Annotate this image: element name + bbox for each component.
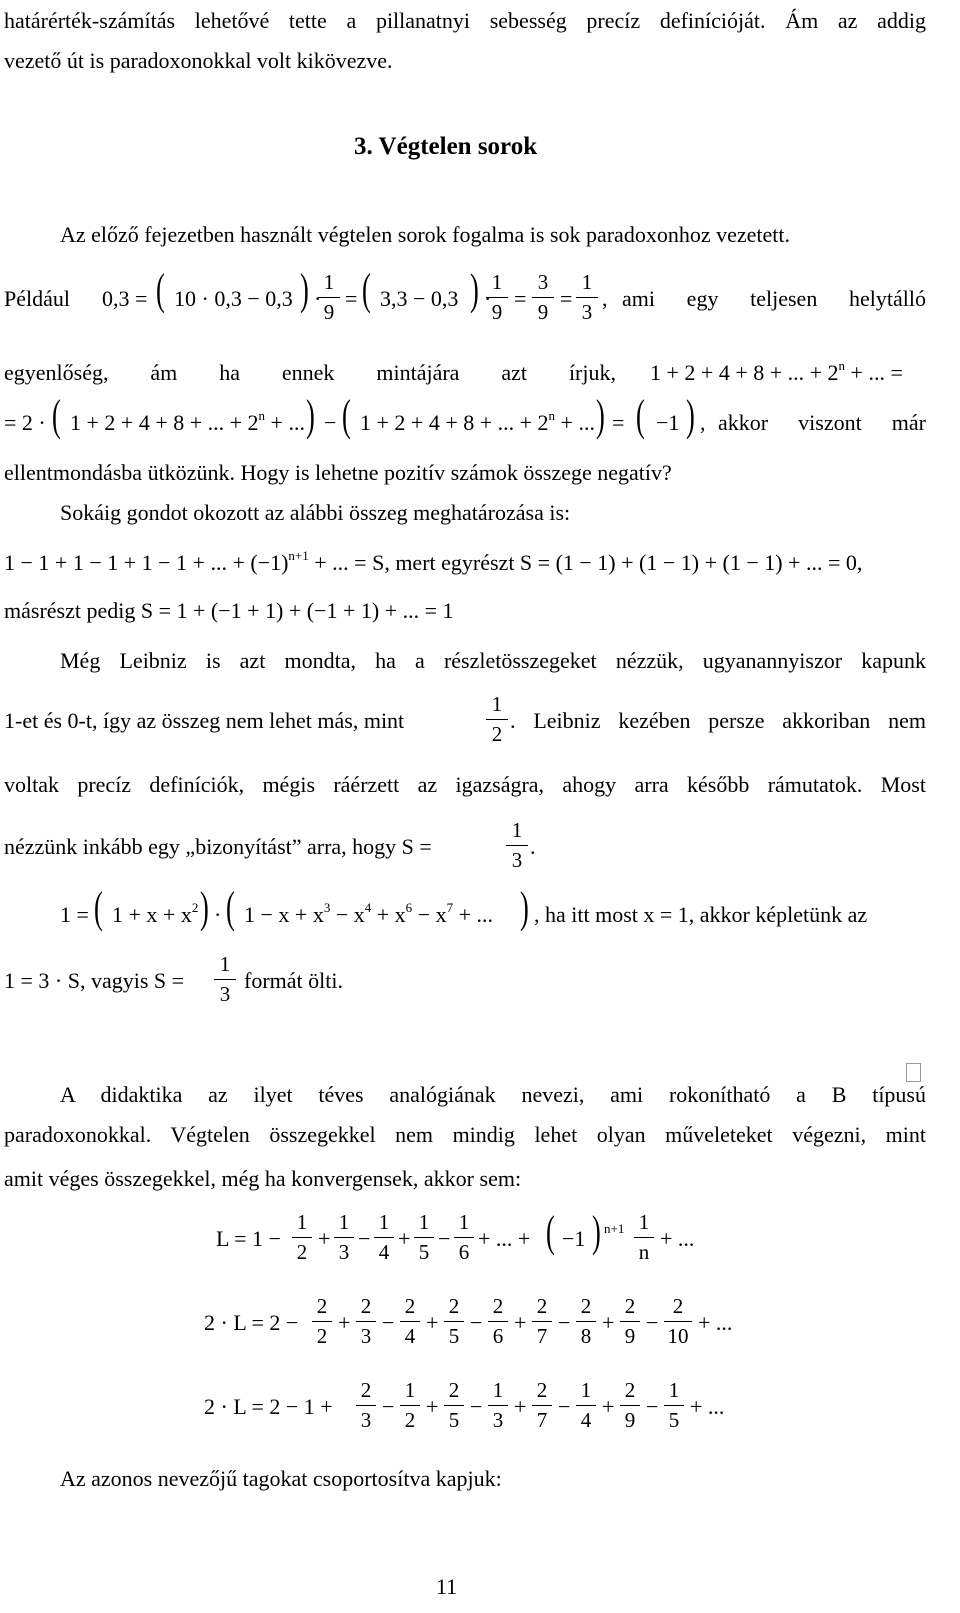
formula-part: − [324, 410, 337, 435]
formula-part: , [700, 410, 706, 435]
text-line: . [530, 834, 536, 859]
formula-part: 1 + 2 + 4 + 8 + ... + $2^n$ + ... = [650, 358, 903, 385]
fraction: 1 6 [454, 1210, 474, 1264]
fraction: 1 n [634, 1210, 654, 1264]
fraction: 2 5 [444, 1378, 464, 1432]
fraction: 2 4 [400, 1294, 420, 1348]
formula-operator: − [646, 1394, 659, 1419]
fraction: 2 3 [356, 1294, 376, 1348]
fraction: 1 9 [486, 270, 508, 324]
fraction: 1 3 [214, 952, 236, 1006]
formula-operator: − [382, 1394, 395, 1419]
formula-part: = [514, 286, 527, 311]
fraction: 1 3 [506, 818, 528, 872]
fraction: 1 3 [334, 1210, 354, 1264]
formula-operator: − [558, 1394, 571, 1419]
text-line: Az előző fejezetben használt végtelen sorok fogalma is sok paradoxonhoz vezetett. [60, 222, 790, 247]
paren-close: ) [592, 1207, 601, 1256]
paren-close: ) [596, 391, 605, 440]
formula-operator: + [426, 1394, 439, 1419]
formula-part: −1 [656, 410, 680, 435]
formula-operator: + [338, 1310, 351, 1335]
formula-line: 1 − 1 + 1 − 1 + 1 − 1 + ... + $(-1)^{n+1}$ + ... = S, mert egyrészt S = (1 − 1) + (1 − 1) + (1 − 1) + ... = 0, [4, 548, 863, 575]
paren-open: ( [342, 391, 351, 440]
text-line: Sokáig gondot okozott az alábbi összeg meghatározása is: [60, 500, 571, 525]
paren-open: ( [156, 265, 165, 314]
paren-open: ( [636, 391, 645, 440]
fraction: 1 5 [664, 1378, 684, 1432]
text-line: Az azonos nevezőjű tagokat csoportosítva kapjuk: [60, 1466, 502, 1491]
fraction: 2 5 [444, 1294, 464, 1348]
formula-part: + ... + [478, 1226, 531, 1251]
text-line: A didaktika az ilyet téves analógiának nevezi, ami rokonítható a B típusú [60, 1082, 926, 1107]
formula-operator: − [470, 1310, 483, 1335]
fraction: 2 10 [664, 1294, 692, 1348]
formula-part: − [438, 1226, 451, 1251]
formula-exponent: n+1 [604, 1221, 625, 1236]
text-line: formát ölti. [244, 968, 343, 993]
formula-part: 10 · 0,3 − 0,3 [174, 286, 293, 311]
placeholder-box-icon [906, 1063, 921, 1082]
fraction: 1 5 [414, 1210, 434, 1264]
text-line: ellentmondásba ütközünk. Hogy is lehetne pozitív számok összege negatív? [4, 460, 672, 485]
formula-part: + [318, 1226, 331, 1251]
formula-operator: + ... [698, 1310, 733, 1335]
formula-operator: + [602, 1394, 615, 1419]
text-line: 1 = 3 · S, vagyis S = [4, 968, 185, 993]
formula-part: · [314, 286, 322, 311]
formula-part: 1 + 2 + 4 + 8 + ... + $2^n$ + ... [360, 408, 595, 435]
section-heading: 3. Végtelen sorok [354, 133, 538, 160]
text-line: 1-et és 0-t, így az összeg nem lehet más, mint [4, 708, 405, 733]
paren-open: ( [546, 1207, 555, 1256]
text-line: voltak precíz definíciók, mégis ráérzett az igazságra, ahogy arra később rámutatok. Most [4, 772, 926, 797]
paren-close: ) [300, 265, 309, 314]
formula-part: 1 + 2 + 4 + 8 + ... + $2^n$ + ... [70, 408, 305, 435]
fraction: 1 2 [400, 1378, 420, 1432]
formula-part: 2 · L = 2 − [204, 1310, 299, 1335]
paren-close: ) [306, 391, 315, 440]
text-line: ami egy teljesen helytálló [622, 286, 926, 311]
text-line: egyenlőség, ám ha ennek mintájára azt írjuk, [4, 360, 616, 385]
formula-part: 2 · L = 2 − 1 + [204, 1394, 333, 1419]
fraction: 2 8 [576, 1294, 596, 1348]
formula-part: = 2 · [4, 410, 46, 435]
text-line: . Leibniz kezében persze akkoriban nem [510, 708, 926, 733]
fraction: 1 3 [576, 270, 598, 324]
formula-part: 3,3 − 0,3 [380, 286, 459, 311]
formula-part: · [484, 286, 492, 311]
paren-close: ) [686, 391, 695, 440]
fraction: 1 2 [486, 692, 508, 746]
formula-part: + ... [660, 1226, 695, 1251]
formula-operator: + [514, 1310, 527, 1335]
formula-part: · [214, 902, 222, 927]
fraction: 1 3 [488, 1378, 508, 1432]
paren-open: ( [94, 883, 103, 932]
paren-close: ) [470, 265, 479, 314]
text-line: határérték-számítás lehetővé tette a pillanatnyi sebesség precíz definícióját. Ám az addig [4, 8, 926, 33]
formula-line: másrészt pedig S = 1 + (−1 + 1) + (−1 + 1) + ... = 1 [4, 598, 454, 623]
paren-open: ( [52, 391, 61, 440]
text-line: amit véges összegekkel, még ha konvergensek, akkor sem: [4, 1166, 522, 1191]
text-line: vezető út is paradoxonokkal volt kikövezve. [4, 48, 393, 73]
formula-operator: + [426, 1310, 439, 1335]
fraction: 3 9 [532, 270, 554, 324]
formula-part: = [345, 286, 358, 311]
text-line: Például [4, 286, 70, 311]
fraction: 2 7 [532, 1378, 552, 1432]
text-line: , ha itt most x = 1, akkor képletünk az [534, 902, 868, 927]
formula-part: $1 + x + x^2$ [112, 900, 199, 927]
text-line: paradoxonokkal. Végtelen összegekkel nem mindig lehet olyan műveleteket végezni, mint [4, 1122, 926, 1147]
paren-close: ) [200, 883, 209, 932]
fraction: 2 9 [620, 1378, 640, 1432]
fraction: 1 4 [576, 1378, 596, 1432]
fraction: 2 9 [620, 1294, 640, 1348]
formula-part: = [612, 410, 625, 435]
fraction: 1 2 [292, 1210, 312, 1264]
formula-part: = [560, 286, 573, 311]
formula-operator: − [470, 1394, 483, 1419]
formula-part: − [358, 1226, 371, 1251]
fraction: 2 3 [356, 1378, 376, 1432]
formula-operator: + [602, 1310, 615, 1335]
fraction: 2 2 [312, 1294, 332, 1348]
text-line: nézzünk inkább egy „bizonyítást” arra, hogy S = [4, 834, 432, 859]
formula-part: 0,3 = [102, 286, 148, 311]
formula-operator: + [514, 1394, 527, 1419]
fraction: 2 6 [488, 1294, 508, 1348]
page-number: 11 [436, 1574, 458, 1599]
formula-part: L = 1 − [216, 1226, 281, 1251]
text-line: akkor viszont már [718, 410, 926, 435]
formula-part: −1 [562, 1226, 586, 1251]
formula-part: , [602, 286, 608, 311]
paren-open: ( [362, 265, 371, 314]
fraction: 2 7 [532, 1294, 552, 1348]
formula-part: $1 - x + x^3 - x^4 + x^6 - x^7$ + ... [244, 900, 494, 927]
formula-part: 1 = [60, 902, 89, 927]
fraction: 1 9 [318, 270, 340, 324]
formula-part: + [398, 1226, 411, 1251]
fraction: 1 4 [374, 1210, 394, 1264]
paren-close: ) [520, 883, 529, 932]
formula-operator: − [382, 1310, 395, 1335]
text-line: Még Leibniz is azt mondta, ha a részletösszegeket nézzük, ugyanannyiszor kapunk [60, 648, 926, 673]
formula-operator: − [646, 1310, 659, 1335]
formula-operator: − [558, 1310, 571, 1335]
paren-open: ( [226, 883, 235, 932]
formula-operator: + ... [690, 1394, 725, 1419]
